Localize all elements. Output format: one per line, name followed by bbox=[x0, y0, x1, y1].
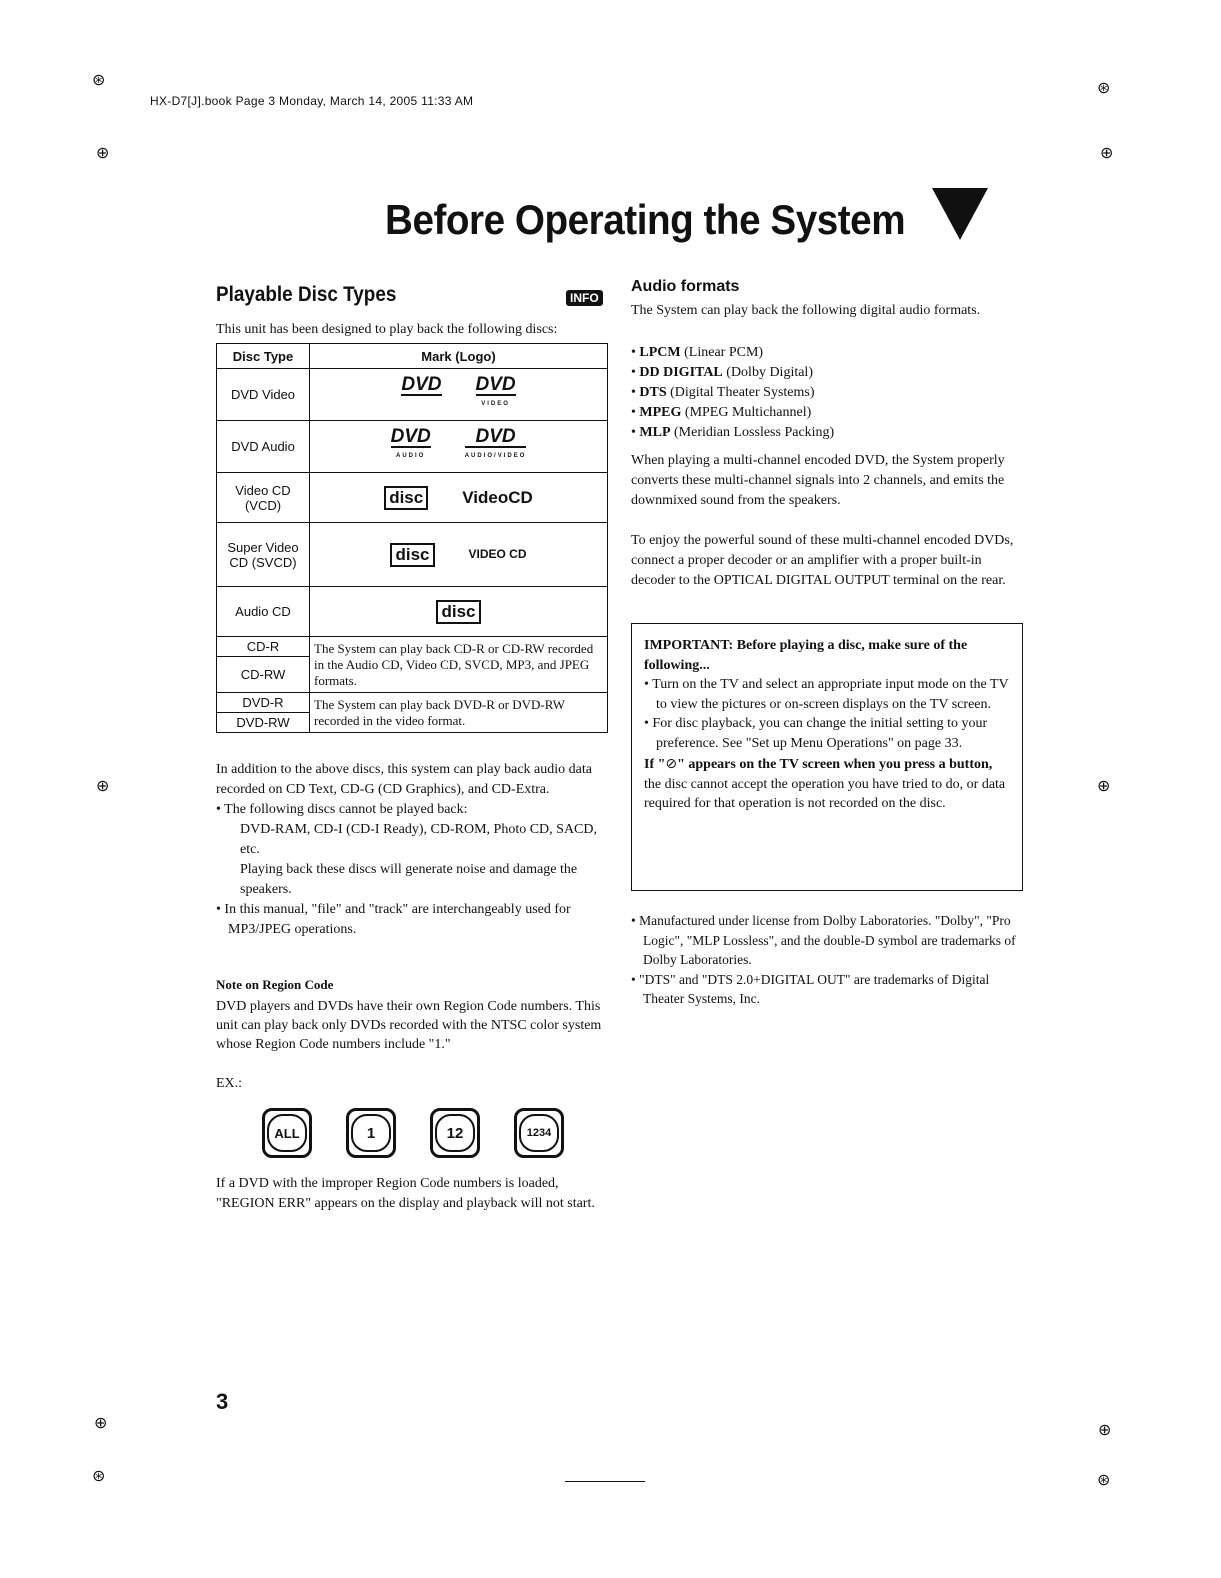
mark-cell bbox=[310, 421, 608, 473]
list-item: • MPEG (MPEG Multichannel) bbox=[631, 405, 812, 420]
list-item: • LPCM (Linear PCM) bbox=[631, 345, 764, 360]
disc-type-cell: Audio CD bbox=[217, 587, 310, 637]
table-header-row bbox=[217, 344, 608, 369]
list-item: • For disc playback, you can change the initial setting to your preference. See "Set up Menu Operations" on page 33. bbox=[644, 716, 988, 751]
prohibited-icon: ⊘ bbox=[665, 756, 678, 772]
crosshair-icon: ⊕ bbox=[1098, 1420, 1112, 1439]
list-item: • MLP (Meridian Lossless Packing) bbox=[631, 425, 835, 440]
disc-types-table bbox=[216, 343, 608, 733]
super-video-cd-logo: VIDEO CD bbox=[468, 547, 527, 561]
region-error-note: If a DVD with the improper Region Code numbers is loaded, "REGION ERR" appears on the display and playback will not start. bbox=[216, 1176, 595, 1211]
compact-disc-logo: disc bbox=[384, 486, 428, 510]
audio-formats-intro: The System can play back the following digital audio formats. bbox=[631, 303, 981, 318]
compact-disc-logo: disc bbox=[436, 600, 480, 624]
additional-discs-paragraph: In addition to the above discs, this system can play back audio data recorded on CD Text, CD-G (CD Graphics), and CD-Extra. bbox=[216, 762, 592, 797]
disc-type-cell: CD-R bbox=[217, 637, 310, 657]
disc-type-cell: DVD-RW bbox=[217, 713, 310, 733]
page-number: 3 bbox=[216, 1389, 229, 1414]
playable-disc-types-heading: Playable Disc Types bbox=[216, 283, 397, 306]
list-item: • The following discs cannot be played back: DVD-RAM, CD-I (CD-I Ready), CD-ROM, Photo CD, SACD, etc. Playing back these discs will generate noise and damage the speakers. bbox=[216, 800, 608, 900]
compact-disc-logo: disc bbox=[390, 543, 434, 567]
video-cd-logo: VideoCD bbox=[462, 487, 533, 507]
dvd-r-rw-note: The System can play back DVD-R or DVD-RW recorded in the video format. bbox=[310, 693, 608, 733]
crosshair-icon: ⊕ bbox=[1097, 776, 1111, 795]
crosshair-icon: ⊕ bbox=[94, 1413, 108, 1432]
region-badge-all: ALL bbox=[262, 1108, 312, 1158]
example-label: EX.: bbox=[216, 1076, 243, 1091]
list-item: • DTS (Digital Theater Systems) bbox=[631, 385, 815, 400]
invalid-operation-note: If "⊘" appears on the TV screen when you press a button, the disc cannot accept the operation you have tried to do, or data required for that operation is not recorded on the disc. bbox=[644, 756, 1006, 811]
crosshair-icon: ⊕ bbox=[96, 143, 110, 162]
column-header-disc-type: Disc Type bbox=[217, 344, 310, 369]
list-item: • "DTS" and "DTS 2.0+DIGITAL OUT" are trademarks of Digital Theater Systems, Inc. bbox=[631, 971, 990, 1006]
disc-notes-list bbox=[216, 800, 608, 940]
disc-type-cell: DVD Audio bbox=[217, 421, 310, 473]
trademarks-list bbox=[631, 911, 1023, 1009]
region-code-heading: Note on Region Code bbox=[216, 977, 334, 992]
important-box bbox=[631, 623, 1023, 891]
registration-mark-icon: ⊛ bbox=[1097, 1470, 1111, 1489]
table-row bbox=[217, 473, 608, 523]
triangle-marker-icon bbox=[932, 188, 988, 240]
dvd-video-logo: DVD VIDEO bbox=[476, 377, 516, 412]
list-item: • Turn on the TV and select an appropriate input mode on the TV to view the pictures or on-screen displays on the TV screen. bbox=[644, 677, 1009, 712]
region-code-badges bbox=[262, 1108, 564, 1158]
list-item: • In this manual, "file" and "track" are interchangeably used for MP3/JPEG operations. bbox=[216, 902, 571, 937]
region-badge-1234: 1234 bbox=[514, 1108, 564, 1158]
decoder-paragraph: To enjoy the powerful sound of these multi-channel encoded DVDs, connect a proper decoder or an amplifier with a proper built-in decoder to the OPTICAL DIGITAL OUTPUT terminal on the rear. bbox=[631, 533, 1014, 588]
important-list bbox=[644, 675, 1012, 753]
disc-type-cell: DVD-R bbox=[217, 693, 310, 713]
region-badge-12: 12 bbox=[430, 1108, 480, 1158]
table-row bbox=[217, 421, 608, 473]
list-item: • Manufactured under license from Dolby Laboratories. "Dolby", "Pro Logic", "MLP Lossless", and the double-D symbol are trademarks of Dolby Laboratories. bbox=[631, 913, 1016, 967]
important-heading: IMPORTANT: Before playing a disc, make sure of the following... bbox=[644, 638, 968, 673]
dvd-audio-logo: DVD AUDIO bbox=[391, 429, 431, 464]
audio-formats-list bbox=[631, 343, 1021, 443]
audio-formats-heading: Audio formats bbox=[631, 278, 740, 295]
list-item: • DD DIGITAL (Dolby Digital) bbox=[631, 365, 813, 380]
disc-type-cell: CD-RW bbox=[217, 657, 310, 693]
mark-cell bbox=[310, 587, 608, 637]
region-code-text: DVD players and DVDs have their own Region Code numbers. This unit can play back only DVDs recorded with the NTSC color system whose Region Code numbers include "1." bbox=[216, 999, 602, 1052]
table-row bbox=[217, 369, 608, 421]
registration-mark-icon: ⊛ bbox=[92, 1466, 106, 1485]
table-row bbox=[217, 637, 608, 657]
column-header-mark: Mark (Logo) bbox=[310, 344, 608, 369]
mark-cell bbox=[310, 369, 608, 421]
table-row bbox=[217, 523, 608, 587]
disc-type-cell: Super Video CD (SVCD) bbox=[217, 523, 310, 587]
disc-intro: This unit has been designed to play back the following discs: bbox=[216, 322, 558, 337]
region-badge-1: 1 bbox=[346, 1108, 396, 1158]
dvd-audio-video-logo: DVD AUDIO/VIDEO bbox=[465, 429, 527, 464]
crosshair-icon: ⊕ bbox=[96, 776, 110, 795]
cd-r-rw-note: The System can play back CD-R or CD-RW recorded in the Audio CD, Video CD, SVCD, MP3, and JPEG formats. bbox=[310, 637, 608, 693]
crosshair-icon: ⊕ bbox=[1100, 143, 1114, 162]
mark-cell bbox=[310, 473, 608, 523]
info-badge: INFO bbox=[566, 290, 603, 306]
table-row bbox=[217, 693, 608, 713]
page-title: Before Operating the System bbox=[385, 196, 906, 243]
noise-warning: Playing back these discs will generate noise and damage the speakers. bbox=[240, 862, 578, 897]
bottom-crop-line bbox=[565, 1481, 645, 1482]
registration-mark-icon: ⊛ bbox=[92, 70, 106, 89]
unplayable-discs: DVD-RAM, CD-I (CD-I Ready), CD-ROM, Photo CD, SACD, etc. bbox=[240, 822, 597, 857]
registration-mark-icon: ⊛ bbox=[1097, 78, 1111, 97]
file-info-header: HX-D7[J].book Page 3 Monday, March 14, 2005 11:33 AM bbox=[150, 94, 474, 108]
disc-type-cell: Video CD (VCD) bbox=[217, 473, 310, 523]
multichannel-paragraph: When playing a multi-channel encoded DVD, the System properly converts these multi-channel signals into 2 channels, and emits the downmixed sound from the speakers. bbox=[631, 453, 1005, 508]
dvd-logo: DVD bbox=[401, 377, 441, 412]
left-body bbox=[216, 760, 608, 940]
mark-cell bbox=[310, 523, 608, 587]
table-row bbox=[217, 587, 608, 637]
disc-type-cell: DVD Video bbox=[217, 369, 310, 421]
